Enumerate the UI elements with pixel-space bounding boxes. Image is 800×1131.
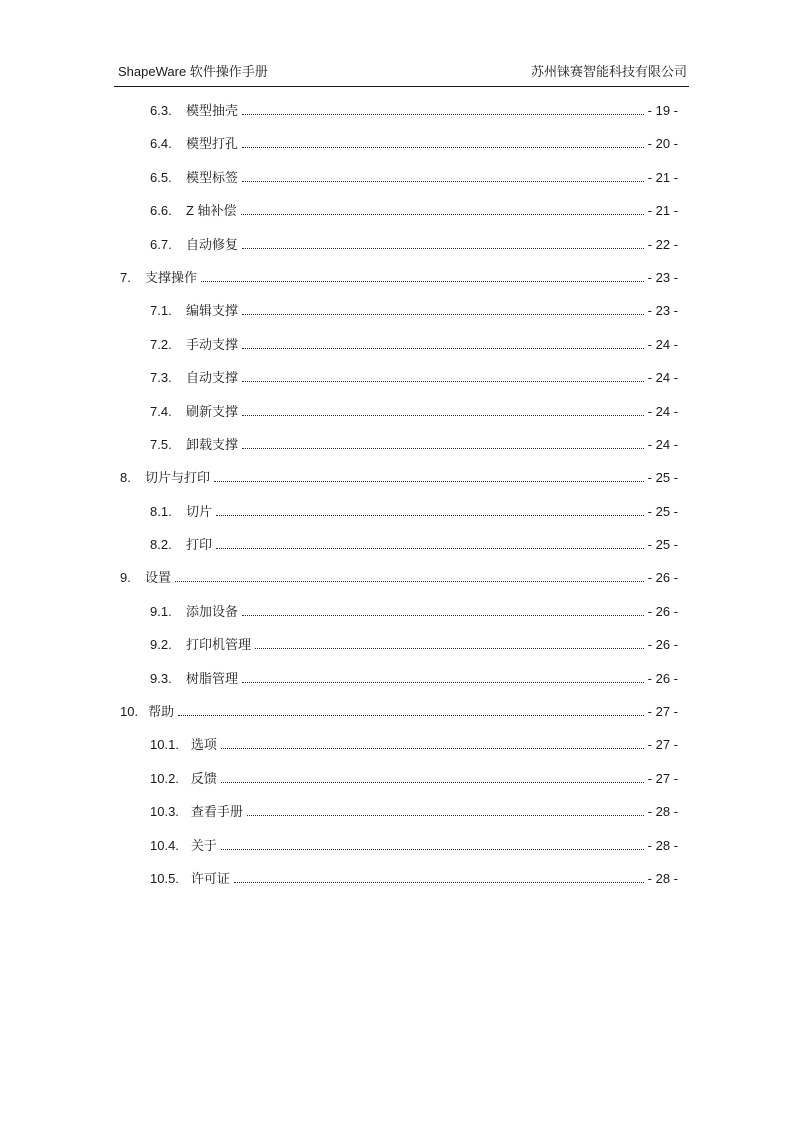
toc-entry-page: - 27 - bbox=[647, 737, 678, 753]
toc-entry[interactable] bbox=[114, 369, 689, 386]
toc-entry-page: - 23 - bbox=[647, 269, 678, 285]
toc-entry[interactable] bbox=[114, 536, 689, 553]
toc-entry-page: - 24 - bbox=[647, 403, 678, 419]
toc-entry-number: 6.4. bbox=[150, 136, 172, 152]
toc-entry-label: 帮助 bbox=[148, 704, 175, 720]
toc-entry[interactable] bbox=[114, 469, 689, 486]
toc-entry-page: - 25 - bbox=[647, 503, 678, 519]
toc-entry-page: - 27 - bbox=[647, 704, 678, 720]
toc-entry-label: 设置 bbox=[145, 570, 172, 586]
toc-entry[interactable] bbox=[114, 269, 689, 286]
toc-entry-page: - 27 - bbox=[647, 770, 678, 786]
toc-entry-number: 9. bbox=[120, 570, 131, 586]
table-of-contents bbox=[114, 102, 689, 887]
toc-entry[interactable] bbox=[114, 503, 689, 520]
toc-entry-page: - 24 - bbox=[647, 436, 678, 452]
toc-entry-number: 6.7. bbox=[150, 236, 172, 252]
toc-dotted-leader bbox=[242, 135, 644, 148]
toc-dotted-leader bbox=[234, 870, 644, 883]
toc-entry[interactable] bbox=[114, 403, 689, 420]
toc-dotted-leader bbox=[221, 837, 644, 850]
toc-dotted-leader bbox=[242, 670, 644, 683]
toc-entry-page: - 28 - bbox=[647, 837, 678, 853]
toc-entry-label: 树脂管理 bbox=[186, 670, 239, 686]
toc-entry-number: 10.1. bbox=[150, 737, 179, 753]
toc-entry-label: 选项 bbox=[190, 737, 217, 753]
toc-entry-page: - 26 - bbox=[647, 637, 678, 653]
toc-dotted-leader bbox=[242, 336, 644, 349]
header-doc-title: ShapeWare 软件操作手册 bbox=[118, 64, 268, 79]
toc-entry-label: 自动支撑 bbox=[186, 370, 239, 386]
toc-entry-page: - 25 - bbox=[647, 537, 678, 553]
toc-dotted-leader bbox=[242, 236, 644, 249]
toc-entry-label: 刷新支撑 bbox=[186, 403, 239, 419]
toc-entry[interactable] bbox=[114, 636, 689, 653]
toc-entry[interactable] bbox=[114, 770, 689, 787]
toc-dotted-leader bbox=[247, 803, 644, 816]
toc-entry[interactable] bbox=[114, 736, 689, 753]
toc-entry-label: Z 轴补偿 bbox=[186, 203, 237, 219]
toc-entry[interactable] bbox=[114, 135, 689, 152]
toc-entry-label: 许可证 bbox=[190, 870, 230, 886]
document-page bbox=[114, 0, 689, 903]
toc-entry-number: 7.2. bbox=[150, 336, 172, 352]
toc-entry[interactable] bbox=[114, 202, 689, 219]
toc-dotted-leader bbox=[242, 102, 644, 115]
toc-entry-label: 模型抽壳 bbox=[186, 103, 239, 118]
toc-entry-page: - 21 - bbox=[647, 203, 678, 219]
toc-dotted-leader bbox=[221, 770, 644, 783]
toc-dotted-leader bbox=[242, 302, 644, 315]
toc-entry-number: 10.5. bbox=[150, 870, 179, 886]
toc-entry-page: - 26 - bbox=[647, 603, 678, 619]
toc-entry-page: - 28 - bbox=[647, 870, 678, 886]
toc-dotted-leader bbox=[242, 403, 644, 416]
toc-entry-label: 添加设备 bbox=[186, 603, 239, 619]
toc-entry-label: 打印 bbox=[186, 537, 213, 553]
toc-dotted-leader bbox=[242, 369, 644, 382]
toc-dotted-leader bbox=[214, 469, 644, 482]
toc-entry-page: - 25 - bbox=[647, 470, 678, 486]
toc-entry-label: 手动支撑 bbox=[186, 336, 239, 352]
toc-entry-label: 编辑支撑 bbox=[186, 303, 239, 319]
toc-entry[interactable] bbox=[114, 236, 689, 253]
toc-entry-label: 模型标签 bbox=[186, 169, 239, 185]
toc-entry-number: 6.5. bbox=[150, 169, 172, 185]
toc-entry-label: 关于 bbox=[190, 837, 217, 853]
toc-entry-page: - 22 - bbox=[647, 236, 678, 252]
toc-entry-number: 10.4. bbox=[150, 837, 179, 853]
toc-entry[interactable] bbox=[114, 302, 689, 319]
toc-entry-page: - 21 - bbox=[647, 169, 678, 185]
toc-entry[interactable] bbox=[114, 703, 689, 720]
toc-entry[interactable] bbox=[114, 336, 689, 353]
toc-entry-page: - 26 - bbox=[647, 570, 678, 586]
toc-entry[interactable] bbox=[114, 670, 689, 687]
toc-entry-label: 反馈 bbox=[190, 770, 217, 786]
toc-dotted-leader bbox=[242, 603, 644, 616]
toc-entry-number: 7.4. bbox=[150, 403, 172, 419]
toc-dotted-leader bbox=[201, 269, 644, 282]
toc-dotted-leader bbox=[216, 503, 644, 516]
toc-dotted-leader bbox=[221, 736, 644, 749]
toc-dotted-leader bbox=[178, 703, 644, 716]
page-header bbox=[114, 0, 689, 87]
toc-entry-number: 10. bbox=[120, 704, 139, 720]
toc-entry-number: 6.3. bbox=[150, 103, 172, 118]
toc-entry-label: 卸载支撑 bbox=[186, 436, 239, 452]
toc-entry[interactable] bbox=[114, 837, 689, 854]
toc-entry-number: 9.1. bbox=[150, 603, 172, 619]
toc-dotted-leader bbox=[242, 436, 644, 449]
toc-entry-page: - 23 - bbox=[647, 303, 678, 319]
toc-entry-page: - 26 - bbox=[647, 670, 678, 686]
toc-dotted-leader bbox=[216, 536, 644, 549]
toc-entry-number: 10.2. bbox=[150, 770, 179, 786]
toc-entry-number: 8. bbox=[120, 470, 131, 486]
toc-entry-number: 8.2. bbox=[150, 537, 172, 553]
toc-entry-label: 自动修复 bbox=[186, 236, 239, 252]
toc-entry-number: 7.5. bbox=[150, 436, 172, 452]
toc-entry[interactable] bbox=[114, 803, 689, 820]
toc-entry[interactable] bbox=[114, 569, 689, 586]
toc-entry-label: 切片与打印 bbox=[145, 470, 211, 486]
toc-entry-number: 9.3. bbox=[150, 670, 172, 686]
toc-entry-page: - 28 - bbox=[647, 804, 678, 820]
toc-entry-label: 模型打孔 bbox=[186, 136, 239, 152]
toc-entry[interactable] bbox=[114, 603, 689, 620]
toc-entry-page: - 24 - bbox=[647, 370, 678, 386]
toc-entry-page: - 24 - bbox=[647, 336, 678, 352]
toc-entry-page: - 20 - bbox=[647, 136, 678, 152]
toc-entry-label: 打印机管理 bbox=[186, 637, 252, 653]
toc-entry-page: - 19 - bbox=[647, 103, 678, 118]
toc-entry-number: 10.3. bbox=[150, 804, 179, 820]
toc-entry[interactable] bbox=[114, 436, 689, 453]
toc-entry-label: 查看手册 bbox=[190, 804, 243, 820]
toc-dotted-leader bbox=[175, 569, 644, 582]
toc-entry-number: 7. bbox=[120, 269, 131, 285]
header-company-name: 苏州铼赛智能科技有限公司 bbox=[530, 64, 687, 79]
toc-entry-label: 切片 bbox=[186, 503, 213, 519]
toc-entry-number: 7.1. bbox=[150, 303, 172, 319]
toc-entry-number: 7.3. bbox=[150, 370, 172, 386]
toc-entry[interactable] bbox=[114, 102, 689, 119]
toc-entry[interactable] bbox=[114, 870, 689, 887]
toc-entry-number: 8.1. bbox=[150, 503, 172, 519]
toc-entry[interactable] bbox=[114, 169, 689, 186]
toc-dotted-leader bbox=[242, 169, 644, 182]
toc-entry-label: 支撑操作 bbox=[145, 269, 198, 285]
toc-entry-number: 6.6. bbox=[150, 203, 172, 219]
toc-dotted-leader bbox=[255, 636, 644, 649]
toc-dotted-leader bbox=[241, 202, 644, 215]
toc-entry-number: 9.2. bbox=[150, 637, 172, 653]
